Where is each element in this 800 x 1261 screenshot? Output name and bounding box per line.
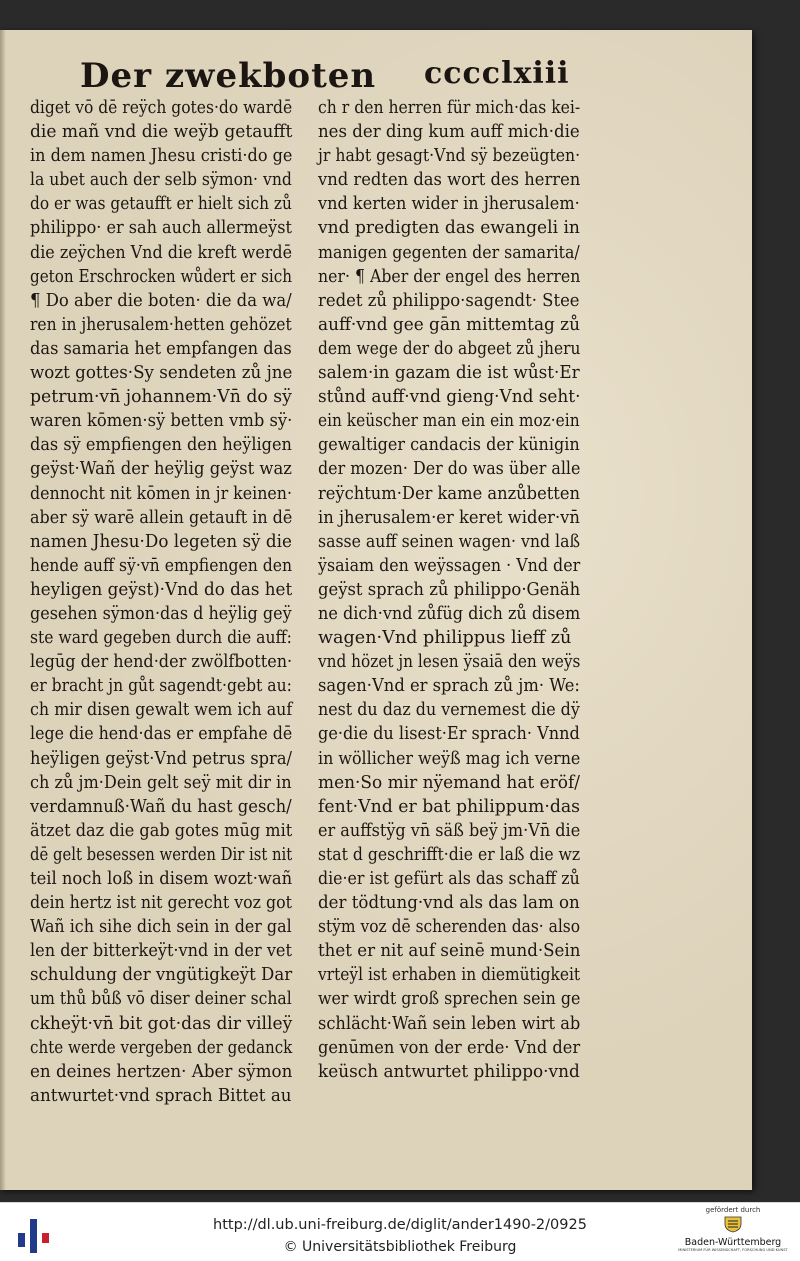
left-column-line: teil noch loß in disem wozt·wañ <box>30 869 293 889</box>
right-column-line: jr habt gesagt·Vnd sÿ bezeügten· <box>318 146 581 167</box>
right-column-line: men·So mir nÿemand hat eröf/ <box>318 772 580 793</box>
funder-subtitle: MINISTERIUM FÜR WISSENSCHAFT, FORSCHUNG UND KUNST <box>678 1248 788 1252</box>
right-column-line: reÿchtum·Der kame anzůbetten <box>318 483 580 504</box>
left-column-line: geÿst·Wañ der heÿlig geÿst waz <box>30 459 292 480</box>
left-column-line: die zeÿchen Vnd die kreft werdē <box>30 242 293 263</box>
left-column-line: um thů bůß vō diser deiner schal <box>30 989 292 1010</box>
right-column-line: in wöllicher weÿß mag ich verne <box>318 748 581 769</box>
left-column-line: petrum·vn̄ johannem·Vn̄ do sÿ <box>30 387 292 408</box>
left-column-line: diget vō dē reÿch gotes·do wardē <box>30 98 293 118</box>
right-column-line: schlächt·Wañ sein leben wirt ab <box>318 1013 581 1034</box>
right-column-line: fent·Vnd er bat philippum·das <box>318 796 581 817</box>
left-column-line: geton Erschrocken wůdert er sich <box>30 266 292 287</box>
right-column-line: wagen·Vnd philippus lieff zů <box>318 628 572 649</box>
right-column-line: nest du daz du vernemest die dÿ <box>318 700 580 721</box>
right-column-line: redet zů philippo·sagendt· Stee <box>318 290 580 311</box>
running-head-title: Der zwekboten <box>80 56 377 96</box>
funder-label: gefördert durch <box>705 1206 761 1214</box>
footer-bar <box>0 1202 800 1261</box>
right-column-line: ner· ¶ Aber der engel des herren <box>318 266 581 287</box>
left-column-line: die mañ vnd die weÿb getaufft <box>30 122 293 143</box>
right-column-line: gewaltiger candacis der künigin <box>318 435 580 456</box>
left-column-line: ren in jherusalem·hetten gehözet <box>30 314 292 335</box>
right-column-line: ne dich·vnd zůfüg dich zů disem <box>318 603 581 624</box>
left-column-line: la ubet auch der selb sÿmon· vnd <box>30 170 292 191</box>
left-column-line: das sÿ empfiengen den heÿligen <box>30 435 292 456</box>
right-column-line: in jherusalem·er keret wider·vn̄ <box>318 507 580 528</box>
right-column-line: keüsch antwurtet philippo·vnd <box>318 1061 580 1082</box>
right-column-line: stÿm voz dē scherenden das· also <box>318 917 581 938</box>
left-column-line: lege die hend·das er empfahe dē <box>30 724 293 745</box>
right-column-line: der mozen· Der do was über alle <box>318 459 581 480</box>
right-column-line: manigen gegenten der samarita/ <box>318 242 580 263</box>
text-column-left <box>30 96 293 1108</box>
left-column-line: schuldung der vngütigkeÿt Dar <box>30 965 293 986</box>
left-column-line: ¶ Do aber die boten· die da wa/ <box>30 290 292 311</box>
funder-name: Baden-Württemberg <box>684 1237 782 1248</box>
left-column-line: dein hertz ist nit gerecht voz got <box>30 893 292 914</box>
left-column-line: ckheÿt·vn̄ bit got·das dir villeÿ <box>30 1013 293 1034</box>
coat-of-arms-icon <box>721 1215 745 1233</box>
left-column-line: aber sÿ warē allein getauft in dē <box>30 507 293 528</box>
right-column-line: vnd hözet jn lesen ÿsaiā den weÿs <box>318 652 581 673</box>
left-column-line: do er was getaufft er hielt sich zů <box>30 194 292 215</box>
right-column-line: vnd predigten das ewangeli in <box>318 218 580 239</box>
left-column-line: ste ward gegeben durch die auff: <box>30 628 292 649</box>
right-column-line: er auffstÿg vn̄ säß beÿ jm·Vn̄ die <box>318 820 581 841</box>
right-column-line: ge·die du lisest·Er sprach· Vnnd <box>318 724 580 745</box>
left-column-line: legūg der hend·der zwölfbotten· <box>30 652 293 673</box>
right-column-line: vrteÿl ist erhaben in diemütigkeit <box>318 965 581 986</box>
left-column-line: er bracht jn gůt sagendt·gebt au: <box>30 676 292 697</box>
book-page <box>0 30 752 1190</box>
right-column-line: die·er ist gefürt als das schaff zů <box>318 869 580 889</box>
right-column-line: sasse auff seinen wagen· vnd laß <box>318 531 580 552</box>
right-column-line: ein keüscher man ein ein moz·ein <box>318 411 580 432</box>
right-column-line: stůnd auff·vnd gieng·Vnd seht· <box>318 387 581 408</box>
left-column-line: Wañ ich sihe dich sein in der gal <box>30 917 292 938</box>
right-column-line: dem wege der do abgeet zů jheru <box>318 338 581 359</box>
right-column-line: salem·in gazam die ist wůst·Er <box>318 363 580 384</box>
right-column-line: ÿsaiam den weÿssagen · Vnd der <box>318 555 581 576</box>
right-column-line: stat d geschrifft·die er laß die wz <box>318 844 581 865</box>
text-column-right <box>318 96 581 1084</box>
left-column-line: len der bitterkeÿt·vnd in der vet <box>30 941 292 962</box>
left-column-line: hende auff sÿ·vn̄ empfiengen den <box>30 555 293 576</box>
left-column-line: heÿligen geÿst·Vnd petrus spra/ <box>30 748 292 769</box>
left-column-line: waren kōmen·sÿ betten vmb sÿ· <box>30 411 293 432</box>
left-column-line: gesehen sÿmon·das d heÿlig geÿ <box>30 603 292 624</box>
left-column-line: ch zů jm·Dein gelt seÿ mit dir in <box>30 772 292 793</box>
right-column-line: vnd kerten wider in jherusalem· <box>318 194 580 215</box>
right-column-line: auff·vnd gee gān mittemtag zů <box>318 314 580 335</box>
copyright-notice: © Universitätsbibliothek Freiburg <box>283 1239 517 1255</box>
right-column-line: ch r den herren für mich·das kei- <box>318 98 581 118</box>
left-column-line: heyligen geÿst)·Vnd do das het <box>30 579 293 600</box>
left-column-line: das samaria het empfangen das <box>30 338 292 359</box>
folio-number: cccclxiii <box>424 56 570 91</box>
left-column-line: ätzet daz die gab gotes mūg mit <box>30 820 293 841</box>
left-column-line: dennocht nit kōmen in jr keinen· <box>30 483 293 504</box>
left-column-line: antwurtet·vnd sprach Bittet au <box>30 1085 292 1106</box>
right-column-line: genūmen von der erde· Vnd der <box>318 1037 581 1058</box>
left-column-line: chte werde vergeben der gedanck <box>30 1037 293 1058</box>
funder-logo <box>670 1206 796 1260</box>
right-column-line: der tödtung·vnd als das lam on <box>318 893 580 914</box>
right-column-line: sagen·Vnd er sprach zů jm· We: <box>318 676 580 697</box>
left-column-line: verdamnuß·Wañ du hast gesch/ <box>30 796 292 817</box>
right-column-line: nes der ding kum auff mich·die <box>318 122 580 143</box>
left-column-line: namen Jhesu·Do legeten sÿ die <box>30 531 292 552</box>
right-column-line: wer wirdt groß sprechen sein ge <box>318 989 581 1010</box>
right-column-line: vnd redten das wort des herren <box>318 170 581 191</box>
left-column-line: en deines hertzen· Aber sÿmon <box>30 1061 293 1082</box>
permalink-url[interactable]: http://dl.ub.uni-freiburg.de/diglit/ander1490-2/0925 <box>213 1217 587 1233</box>
left-column-line: wozt gottes·Sy sendeten zů jne <box>30 363 293 384</box>
right-column-line: thet er nit auf seinē mund·Sein <box>318 941 581 962</box>
left-column-line: in dem namen Jhesu cristi·do ge <box>30 146 293 167</box>
left-column-line: philippo· er sah auch allermeÿst <box>30 218 292 239</box>
left-column-line: dē gelt besessen werden Dir ist nit <box>30 844 293 865</box>
left-column-line: ch mir disen gewalt wem ich auf <box>30 700 293 721</box>
right-column-line: geÿst sprach zů philippo·Genäh <box>318 579 581 600</box>
